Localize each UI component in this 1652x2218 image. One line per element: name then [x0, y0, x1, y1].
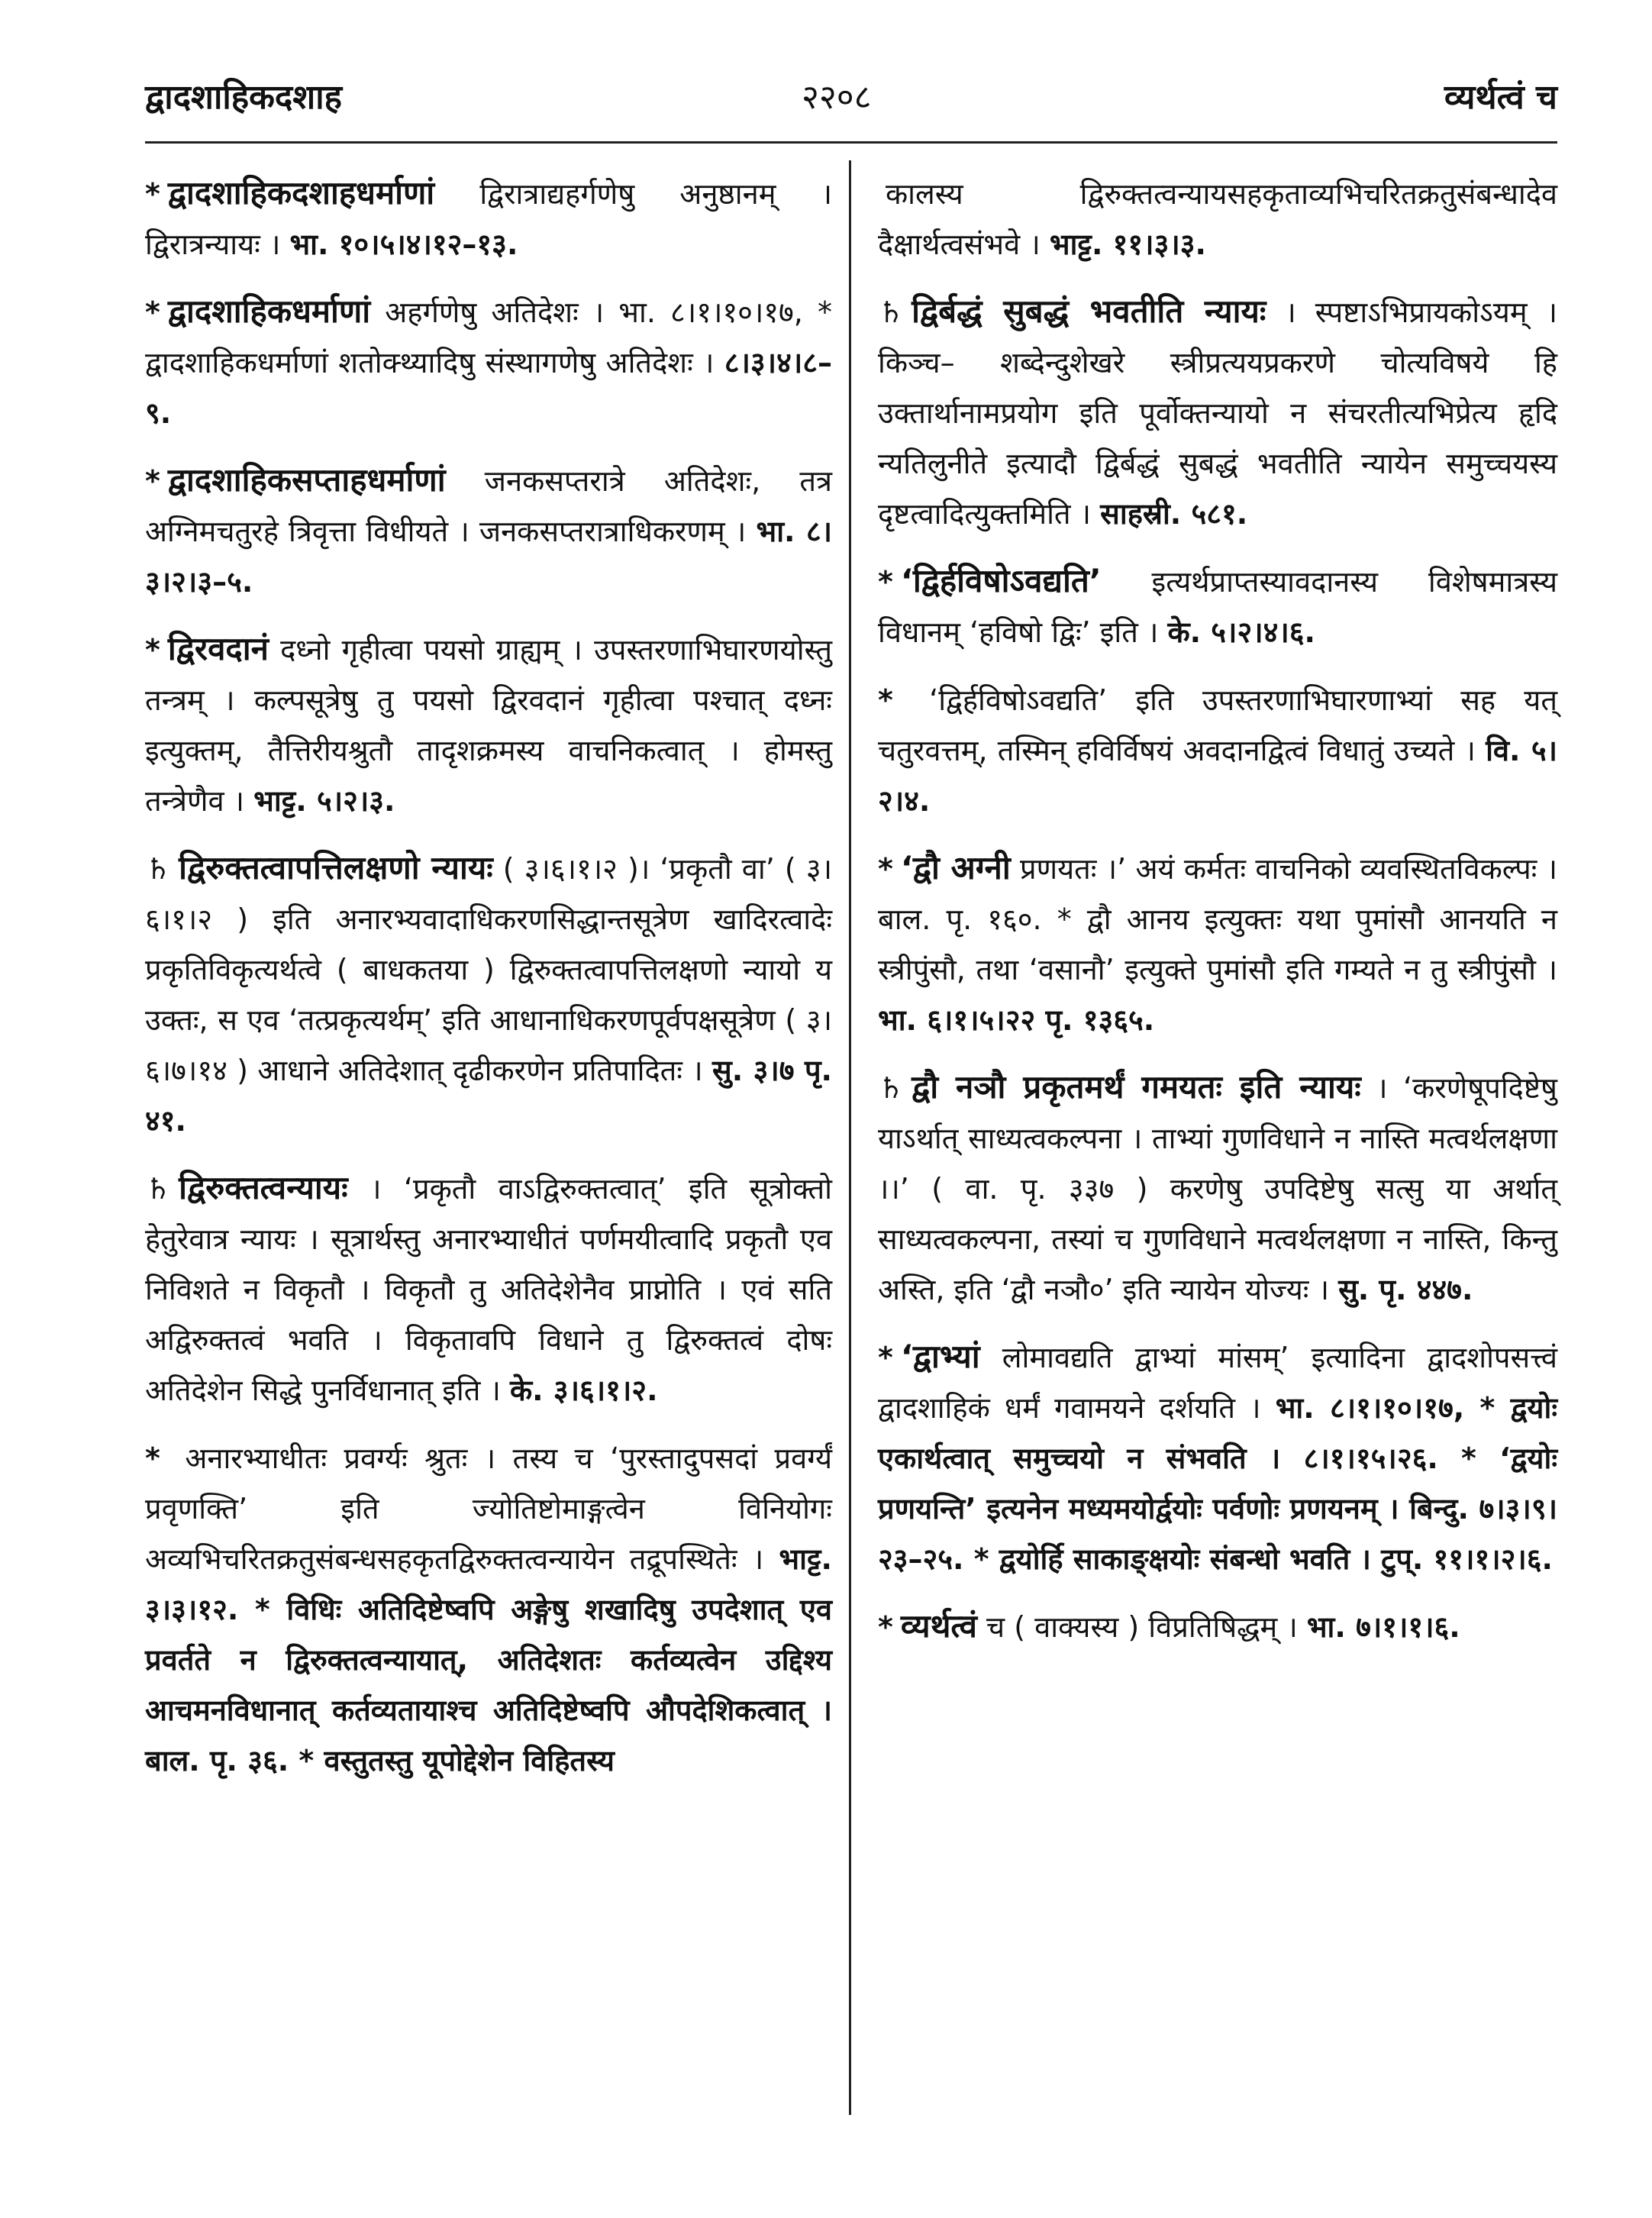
entry-body: च ( वाक्यस्य ) विप्रतिषिद्धम् । [986, 1610, 1298, 1644]
page-number: २२०८ [802, 78, 872, 117]
entry [145, 455, 832, 607]
entry-body: । ‘प्रकृतौ वाऽद्विरुक्तत्वात्’ इति सूत्रोक्तो हेतुरेवात्र न्यायः । सूत्रार्थस्तु अनारभ्याधीतं पर्णमयीत्वादि प्रकृतौ एव निविशते न विकृतौ । विकृतौ तु अतिदेशेनैव प्राप्नोति । एवं सति अद्विरुक्तत्वं भवति । विकृतावपि विधाने तु द्विरुक्तत्वं दोषः अतिदेशेन सिद्धे पुनर्विधानात् इति । [145, 1172, 832, 1407]
entry-body: ( ३।६।१।२ )। ‘प्रकृतौ वा’ ( ३।६।१।२ ) इति अनारभ्यवादाधिकरणसिद्धान्तसूत्रेण खादिरत्वादेः प्रकृतिविकृत्यर्थत्वे ( बाधकतया ) द्विरुक्तत्वापत्तिलक्षणो न्यायो य उक्तः, स एव ‘तत्प्रकृत्यर्थम्’ इति आधानाधिकरणपूर्वपक्षसूत्रेण ( ३।६।७।१४ ) आधाने अतिदेशात् दृढीकरणेन प्रतिपादितः । [145, 852, 832, 1087]
entry-mark: * [145, 633, 160, 667]
entry [878, 1062, 1557, 1315]
entry [145, 843, 832, 1146]
entry-body: अनारभ्याधीतः प्रवर्ग्यः श्रुतः । तस्य च ‘पुरस्तादुपसदां प्रवर्ग्यं प्रवृणक्ति’ इति ज्योतिष्टोमाङ्गत्वेन विनियोगः अव्यभिचरितक्रतुसंबन्धसहकृतद्विरुक्तत्वन्यायेन तद्रूपस्थितेः । [145, 1442, 832, 1576]
entry-ref: भा. ७।१।१।६. [1306, 1610, 1460, 1644]
left-column [145, 168, 832, 1803]
entry [878, 674, 1557, 826]
entry-ref: भा. ६।१।५।२२ पृ. १३६५. [878, 1003, 1155, 1037]
entry-body: । ‘करणेषूपदिष्टेषु याऽर्थात् साध्यत्वकल्पना । ताभ्यां गुणविधाने न नास्ति मत्वर्थलक्षणा ।।’ ( वा. पृ. ३३७ ) करणेषु उपदिष्टेषु सत्सु या अर्थात् साध्यत्वकल्पना, तस्यां च गुणविधाने मत्वर्थलक्षणा न नास्ति, किन्तु अस्ति, इति ‘द्वौ नञौ०’ इति न्यायेन योज्यः । [878, 1071, 1557, 1306]
column-divider [849, 160, 851, 2115]
entry [145, 624, 832, 826]
entry-ref: सु. पृ. ४४७. [1338, 1273, 1473, 1306]
entry-head: द्विरवदानं [167, 630, 269, 667]
entry-mark: * [145, 295, 160, 329]
entry [145, 1432, 832, 1786]
entry-mark: * [878, 1341, 893, 1374]
entry-head: व्यर्थत्वं [900, 1607, 977, 1645]
entry-body: प्रणयतः ।’ अयं कर्मतः वाचनिको व्यवस्थितविकल्पः । बाल. पृ. १६०. * द्वौ आनय इत्युक्तः यथा पुमांसौ आनयति न स्त्रीपुंसौ, तथा ‘वसानौ’ इत्युक्ते पुमांसौ इति गम्यते न तु स्त्रीपुंसौ । [878, 852, 1557, 986]
entry [145, 168, 832, 270]
entry-mark: * [145, 464, 160, 498]
entry-ref: भाट्ट. ५।२।३. [253, 784, 395, 818]
entry-body: दध्नो गृहीत्वा पयसो ग्राह्यम् । उपस्तरणाभिघारणयोस्तु तन्त्रम् । कल्पसूत्रेषु तु पयसो द्विरवदानं गृहीत्वा पश्चात् दध्नः इत्युक्तम्, तैत्तिरीयश्रुतौ तादृशक्रमस्य वाचनिकत्वात् । होमस्तु तन्त्रेणैव । [145, 633, 832, 818]
entry-head: द्वादशाहिकसप्ताहधर्माणां [167, 461, 446, 499]
entry-head: ‘द्वौ अग्नी [900, 849, 1011, 886]
entry [878, 168, 1557, 270]
entry-head: द्विरुक्तत्वापत्तिलक्षणो न्यायः [179, 849, 493, 886]
entry [145, 286, 832, 438]
entry-mark: ♄ [145, 852, 172, 886]
entry-ref: भाट्ट. ११।३।३. [1049, 228, 1206, 261]
entry-head: द्वादशाहिकदशाहधर्माणां [167, 174, 435, 211]
header-right-title: व्यर्थत्वं च [1444, 78, 1557, 117]
entry-body: जनकसप्तरात्रे अतिदेशः, तत्र अग्निमचतुरहे त्रिवृत्ता विधीयते । जनकसप्तरात्राधिकरणम् । [145, 464, 832, 548]
entry-mark: * [878, 1610, 893, 1644]
entry [145, 1163, 832, 1416]
entry-mark: ♄ [145, 1172, 172, 1206]
entry-body: अहर्गणेषु अतिदेशः । भा. ८।१।१०।१७, * द्वादशाहिकधर्माणां शतोक्थ्यादिषु संस्थागणेषु अतिदेशः । [145, 295, 832, 379]
entry-body: कालस्य द्विरुक्तत्वन्यायसहकृताव्यभिचरितक्रतुसंबन्धादेव दैक्षार्थत्वसंभवे । [878, 177, 1557, 261]
entry-ref: भा. ८।१।१०।१७, * द्वयोः एकार्थत्वात् समुच्चयो न संभवति । ८।१।१५।२६. * ‘द्वयोः प्रणयन्ति’ इत्यनेन मध्यमयोर्द्वयोः पर्वणोः प्रणयनम् । बिन्दु. ७।३।९। २३–२५. * द्वयोर्हि साकाङ्क्षयोः संबन्धो भवति । टुप्. ११।१।२।६. [878, 1391, 1557, 1576]
page-header [145, 73, 1557, 134]
header-rule [145, 141, 1557, 144]
entry-mark: ♄ [878, 295, 905, 329]
entry-body: इत्यर्थप्राप्तस्यावदानस्य विशेषमात्रस्य विधानम् ‘हविषो द्विः’ इति । [878, 565, 1557, 649]
entry-ref: के. ५।२।४।६. [1167, 615, 1315, 649]
entry-head: द्विर्बद्धं सुबद्धं भवतीति न्यायः [912, 292, 1266, 330]
entry-ref: भा. १०।५।४।१२–१३. [289, 228, 518, 261]
entry-mark: * [878, 852, 893, 886]
entry-body: द्विरात्राद्यहर्गणेषु अनुष्ठानम् । द्विरात्रन्यायः । [145, 177, 832, 261]
entry-mark: * [145, 177, 160, 211]
entry [878, 1601, 1557, 1652]
entry-head: द्वौ नञौ प्रकृतमर्थं गमयतः इति न्यायः [912, 1068, 1361, 1106]
entry-ref: भाट्ट. ३।३।१२. * विधिः अतिदिष्टेष्वपि अङ्गेषु शखादिषु उपदेशात् एव प्रवर्तते न द्विरुक्तत्वन्यायात्, अतिदेशतः कर्तव्यत्वेन उद्दिश्य आचमनविधानात् कर्तव्यतायाश्च अतिदिष्टेष्वपि औपदेशिकत्वात् । बाल. पृ. ३६. * वस्तुतस्तु यूपोद्देशेन विहितस्य [145, 1542, 832, 1777]
right-column [878, 168, 1557, 1669]
entry-mark: * [878, 683, 893, 717]
entry-body: । स्पष्टाऽभिप्रायकोऽयम् । किञ्च– शब्देन्दुशेखरे स्त्रीप्रत्ययप्रकरणे चोत्यविषये हि उक्तार्थानामप्रयोग इति पूर्वोक्तन्यायो न संचरतीत्यभिप्रेत्य हृदि न्यतिलुनीते इत्यादौ द्विर्बद्धं सुबद्धं भवतीति न्यायेन समुच्चयस्य दृष्टत्वादित्युक्तमिति । [878, 295, 1557, 531]
entry-head: द्विरुक्तत्वन्यायः [179, 1169, 348, 1206]
entry-ref: सु. ३।७ पृ. ४१. [145, 1054, 832, 1138]
entry-mark: * [145, 1442, 160, 1475]
entry-ref: वि. ५।२।४. [878, 734, 1557, 818]
entry-ref: के. ३।६।१।२. [509, 1374, 658, 1407]
entry-head: द्वादशाहिकधर्माणां [167, 292, 371, 330]
entry [878, 1332, 1557, 1584]
header-left-title: द्वादशाहिकदशाह [145, 78, 342, 117]
entry-body: लोमावद्यति द्वाभ्यां मांसम्’ इत्यादिना द्वादशोपसत्त्वं द्वादशाहिकं धर्मं गवामयने दर्शयति । [878, 1341, 1557, 1425]
entry-ref: ८।३।४।८–९. [145, 346, 832, 430]
entry [878, 556, 1557, 657]
entry-body: ‘द्विर्हविषोऽवद्यति’ इति उपस्तरणाभिघारणाभ्यां सह यत् चतुरवत्तम्, तस्मिन् हविर्विषयं अवदानद्वित्वं विधातुं उच्यते । [878, 683, 1557, 767]
entry-ref: भा. ८।३।२।३–५. [145, 515, 832, 599]
entry-head: ‘द्वाभ्यां [900, 1338, 980, 1375]
entry [878, 286, 1557, 539]
entry-head: ‘द्विर्हविषोऽवद्यति’ [900, 562, 1102, 599]
entry [878, 843, 1557, 1045]
entry-ref: साहस्री. ५८१. [1100, 497, 1248, 531]
entry-mark: * [878, 565, 893, 599]
entry-mark: ♄ [878, 1071, 905, 1105]
